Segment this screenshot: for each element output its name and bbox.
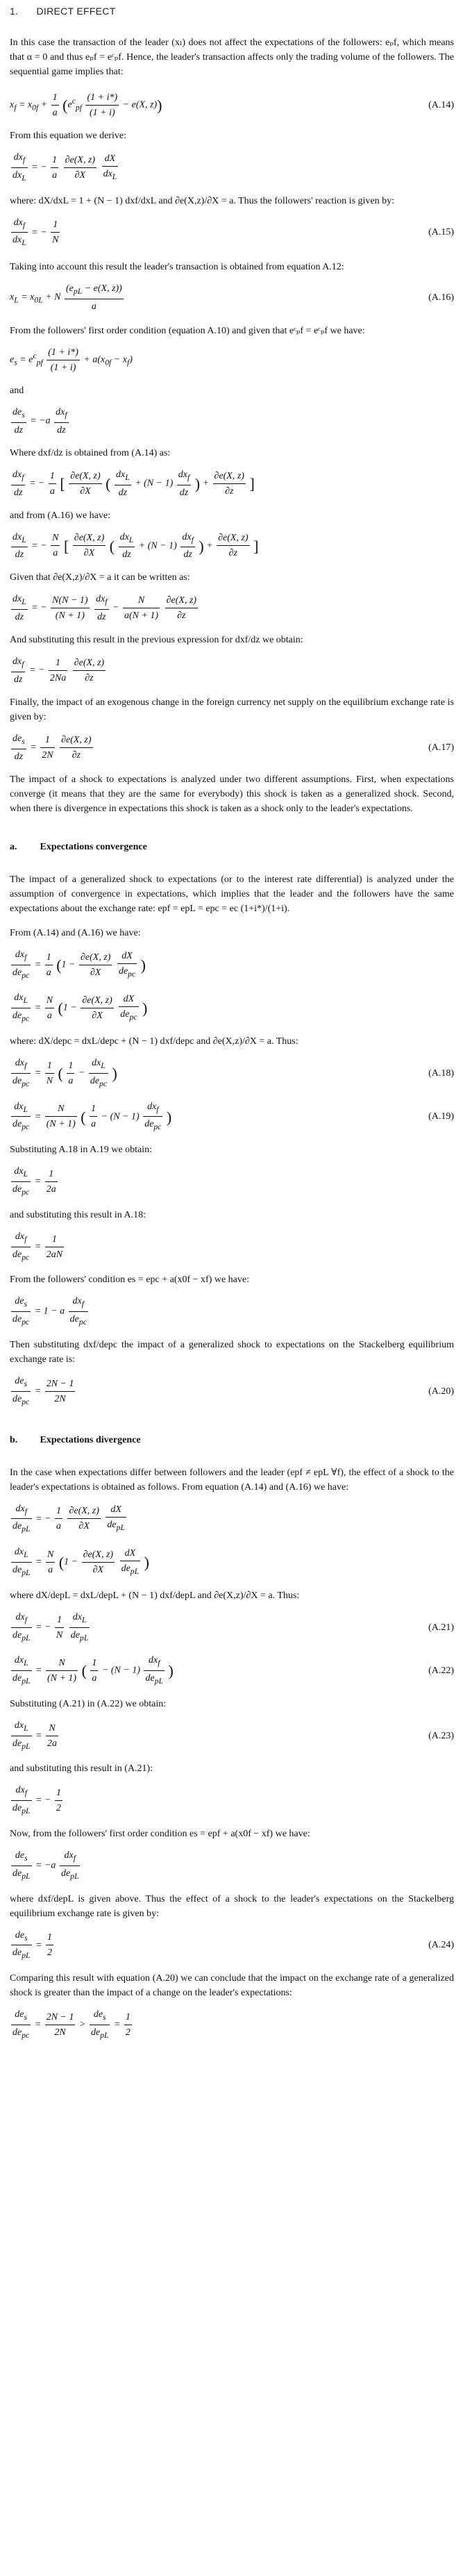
equation-conv-1: $\frac{dx_f}{de_{pc}}$ = $\frac{1}{a}$ (1 − $\frac{\partial e(X, z)}{\partial X}$ $\frac{dX}{de_{pc}}$ )	[10, 947, 454, 983]
equation-tag: (A.14)	[428, 100, 454, 110]
equation-tag: (A.22)	[428, 1665, 454, 1677]
equation-tag: (A.16)	[428, 292, 454, 304]
section-header	[10, 4, 454, 19]
equation-tag: (A.24)	[428, 1940, 454, 1951]
equation-conv-2: $\frac{dx_L}{de_{pc}}$ = $\frac{N}{a}$ (1 − $\frac{\partial e(X, z)}{\partial X}$ $\frac{dX}{de_{pc}}$ )	[10, 990, 454, 1026]
now-foc-text: Now, from the followers' first order condition es = epf + a(x0f − xf) we have:	[10, 1829, 310, 1840]
where-text-2: Where dxf/dz is obtained from (A.14) as:	[10, 447, 171, 458]
paper-page	[10, 4, 454, 2043]
divergence-intro: In the case when expectations differ between followers and the leader (epf ≠ epL ∀f), the effect of a shock to the leader's expectations is obtained as follows. From equation (A.14) and (A.16) we have:	[10, 1467, 454, 1493]
subst-a18-text: Substituting A.18 in A.19 we obtain:	[10, 1145, 152, 1156]
equation-a17: $\frac{de_s}{dz}$ = $\frac{1}{2N}$ $\frac{\partial e(X, z)}{\partial z}$ (A.17)	[10, 731, 454, 764]
equation-a20: $\frac{de_s}{de_{pc}}$ = $\frac{2N - 1}{2N}$ (A.20)	[10, 1374, 454, 1409]
subst-a21-text: Substituting (A.21) in (A.22) we obtain:	[10, 1698, 167, 1709]
where-text-1: where: dX/dxL = 1 + (N − 1) dxf/dxL and ∂e(X,z)/∂X = a. Thus the followers' reaction is given by:	[10, 195, 395, 206]
equation-tag: (A.19)	[428, 1111, 454, 1122]
given-text: Given that ∂e(X,z)/∂X = a it can be written as:	[10, 572, 190, 583]
subsection-heading-b: b. Expectations divergence	[10, 1434, 141, 1445]
equation-tag: (A.23)	[428, 1730, 454, 1741]
where-text-4: where dX/depL = dxL/depL + (N − 1) dxf/depL and ∂e(X,z)/∂X = a. Thus:	[10, 1590, 300, 1601]
equation-conv-4: $\frac{dx_f}{de_{pc}}$ = $\frac{1}{2aN}$	[10, 1229, 454, 1265]
equation-dxl-dz-2: $\frac{dx_L}{dz}$ = − $\frac{N(N - 1)}{(N + 1)}$ $\frac{dx_f}{dz}$ − $\frac{N}{a(N + 1)}$ $\frac{\partial e(X, z)}{\partial z}$	[10, 592, 454, 624]
equation-a23: $\frac{dx_L}{de_{pL}}$ = $\frac{N}{2a}$ (A.23)	[10, 1718, 454, 1754]
equation-conv-5: $\frac{de_s}{de_{pc}}$ = 1 − a $\frac{dx_f}{de_{pc}}$	[10, 1294, 454, 1329]
equation-dxf-dxl: $\frac{dx_f}{dx_L}$ = − $\frac{1}{a}$ $\frac{\partial e(X, z)}{\partial X}$ $\frac{dX}{dx_L}$	[10, 150, 454, 185]
convergence-intro: The impact of a generalized shock to expectations (or to the interest rate differential) is analyzed under the assumption of convergence in expectations, which implies that the leader and the followers have the same expectations about the exchange rate: epf = epL = epc = ec (1+i*)/(1+i).	[10, 874, 454, 914]
equation-a22: $\frac{dx_L}{de_{pL}}$ = $\frac{N}{(N + 1)}$ ( $\frac{1}{a}$ − (N − 1) $\frac{dx_f}{de_{pL}}$ ) (A.22)	[10, 1653, 454, 1688]
derive-text: From this equation we derive:	[10, 131, 126, 141]
equation-a15: $\frac{dx_f}{dx_L}$ = − $\frac{1}{N}$ (A.15)	[10, 215, 454, 251]
section-title: DIRECT EFFECT	[36, 6, 116, 17]
and-subst-text: and substituting this result in A.18:	[10, 1209, 146, 1220]
followers-condition-text: From the followers' condition es = epc + a(x0f − xf) we have:	[10, 1274, 250, 1286]
equation-a18: $\frac{dx_f}{de_{pc}}$ = $\frac{1}{N}$ ( $\frac{1}{a}$ − $\frac{dx_L}{de_{pc}}$ ) (A.18)	[10, 1056, 454, 1091]
section-number: 1.	[10, 6, 19, 17]
and-subst-text-2: and substituting this result in (A.21):	[10, 1763, 153, 1775]
equation-div-2: $\frac{dx_L}{de_{pL}}$ = $\frac{N}{a}$ (1 − $\frac{\partial e(X, z)}{\partial X}$ $\frac{dX}{de_{pL}}$ )	[10, 1545, 454, 1580]
equation-dxl-dz: $\frac{dx_L}{dz}$ = − $\frac{N}{a}$ [ $\frac{\partial e(X, z)}{\partial X}$ ( $\frac{dx_L}{dz}$ + (N − 1) $\frac{dx_f}{dz}$ ) + $\frac{\partial e(X, z)}{\partial z}$ ]	[10, 530, 454, 563]
equation-div-3: $\frac{dx_f}{de_{pL}}$ = − $\frac{1}{2}$	[10, 1783, 454, 1818]
subsection-heading-a: a. Expectations convergence	[10, 841, 147, 852]
subst-text: And substituting this result in the previous expression for dxf/dz we obtain:	[10, 635, 303, 646]
where-text-3: where: dX/depc = dxL/depc + (N − 1) dxf/depc and ∂e(X,z)/∂X = a. Thus:	[10, 1036, 298, 1047]
equation-a19: $\frac{dx_L}{de_{pc}}$ = $\frac{N}{(N + 1)}$ ( $\frac{1}{a}$ − (N − 1) $\frac{dx_f}{de_{pc}}$ ) (A.19)	[10, 1099, 454, 1135]
equation-tag: (A.17)	[428, 742, 454, 753]
equation-tag: (A.20)	[428, 1386, 454, 1397]
equation-des-dz: $\frac{de_s}{dz}$ = −a $\frac{dx_f}{dz}$	[10, 405, 454, 438]
and-text: and	[10, 385, 24, 396]
impact-paragraph: The impact of a shock to expectations is analyzed under two different assumptions. First, when expectations converge (it means that they are the same for everybody) this shock is taken as a generalized shock. Second, when there is divergence in expectations this shock is taken as a shock only to the leader's expectations.	[10, 774, 454, 814]
equation-a14: $x_f = x_{0f}$ + $\frac{1}{a}$ ($e^c_{pf}$ $\frac{(1 + i*)}{(1 + i)}$ − e(X, z)) (A.14)	[10, 90, 454, 120]
compare-text: Comparing this result with equation (A.20) we can conclude that the impact on the exchange rate of a generalized shock is greater than the impact of a change on the leader's expectations:	[10, 1973, 454, 1999]
taking-text: Taking into account this result the leader's transaction is obtained from equation A.12:	[10, 262, 344, 273]
equation-es: $e_s = e^c_{pf}$ $\frac{(1 + i*)}{(1 + i)}$ + $a(x_{0f} - x_f)$	[10, 345, 454, 375]
equation-a16: $x_L = x_{0L} + N$ $\frac{(e_{pL} - e(X, z))}{a}$ (A.16)	[10, 281, 454, 314]
equation-final: $\frac{de_s}{de_{pc}}$ = $\frac{2N - 1}{2N}$ > $\frac{de_s}{de_{pL}}$ = $\frac{1}{2}$	[10, 2007, 454, 2043]
equation-div-1: $\frac{dx_f}{de_{pL}}$ = − $\frac{1}{a}$ $\frac{\partial e(X, z)}{\partial X}$ $\frac{dX}{de_{pL}}$	[10, 1502, 454, 1537]
finally-text: Finally, the impact of an exogenous change in the foreign currency net supply on the equilibrium exchange rate is given by:	[10, 697, 454, 722]
equation-conv-3: $\frac{dx_L}{de_{pc}}$ = $\frac{1}{2a}$	[10, 1164, 454, 1199]
then-subst-text: Then substituting dxf/depc the impact of a generalized shock to expectations on the Stackelberg equilibrium exchange rate is:	[10, 1339, 454, 1365]
equation-dxf-dz: $\frac{dx_f}{dz}$ = − $\frac{1}{a}$ [ $\frac{\partial e(X, z)}{\partial X}$ ( $\frac{dx_L}{dz}$ + (N − 1) $\frac{dx_f}{dz}$ ) + $\frac{\partial e(X, z)}{\partial z}$ ]	[10, 467, 454, 500]
equation-tag: (A.15)	[428, 227, 454, 238]
equation-a21: $\frac{dx_f}{de_{pL}}$ = − $\frac{1}{N}$ $\frac{dx_L}{de_{pL}}$ (A.21)	[10, 1610, 454, 1645]
intro-paragraph: In this case the transaction of the leader (xₗ) does not affect the expectations of the followers: eₚf, which means that α = 0 and thus eₚf = eᶜₚf. Hence, the leader's transaction affects only the trading volume of the followers. The sequential game implies that:	[10, 38, 454, 77]
from-both-text: From (A.14) and (A.16) we have:	[10, 927, 141, 938]
equation-tag: (A.21)	[428, 1622, 454, 1633]
where-given-text: where dxf/depL is given above. Thus the effect of a shock to the leader's expectations on the Stackelberg equilibrium exchange rate is given by:	[10, 1893, 454, 1919]
equation-div-4: $\frac{de_s}{de_{pL}}$ = −a $\frac{dx_f}{de_{pL}}$	[10, 1848, 454, 1884]
equation-a24: $\frac{de_s}{de_{pL}}$ = $\frac{1}{2}$ (A.24)	[10, 1928, 454, 1963]
from-a16-text: and from (A.16) we have:	[10, 510, 111, 521]
equation-dxf-dz-2: $\frac{dx_f}{dz}$ = − $\frac{1}{2Na}$ $\frac{\partial e(X, z)}{\partial z}$	[10, 654, 454, 687]
foc-text: From the followers' first order condition (equation A.10) and given that eᶜₚf = eᶜₚf we have:	[10, 325, 365, 336]
equation-tag: (A.18)	[428, 1067, 454, 1079]
